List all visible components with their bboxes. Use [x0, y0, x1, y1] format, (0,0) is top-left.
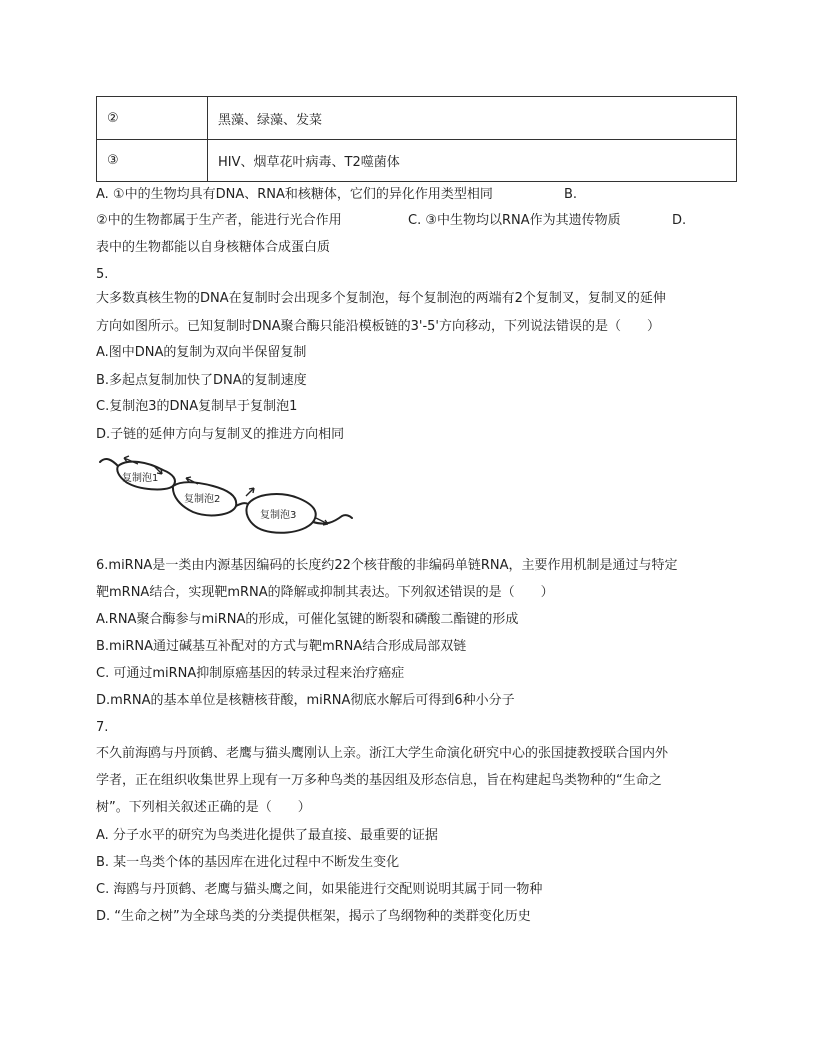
q6-stem-line2: 靶mRNA结合，实现靶mRNA的降解或抑制其表达。下列叙述错误的是（ ） — [96, 585, 554, 600]
q6-option-d: D.mRNA的基本单位是核糖核苷酸，miRNA彻底水解后可得到6种小分子 — [96, 693, 515, 708]
q7-number: 7. — [96, 720, 109, 735]
q7-stem-line1: 不久前海鸥与丹顶鹤、老鹰与猫头鹰刚认上亲。浙江大学生命演化研究中心的张国捷教授联合国内外 — [96, 746, 669, 761]
q4-option-d-text: 表中的生物都能以自身核糖体合成蛋白质 — [96, 240, 331, 255]
q7-option-b: B. 某一鸟类个体的基因库在进化过程中不断发生变化 — [96, 855, 400, 870]
q5-option-d: D.子链的延伸方向与复制叉的推进方向相同 — [96, 427, 345, 442]
q5-number: 5. — [96, 267, 109, 282]
table-cell-content: 黑藻、绿藻、发菜 — [208, 97, 737, 140]
q6-option-b: B.miRNA通过碱基互补配对的方式与靶mRNA结合形成局部双链 — [96, 639, 467, 654]
bubble-2-label: 复制泡2 — [184, 494, 221, 505]
bubble-3-label: 复制泡3 — [260, 510, 297, 521]
q7-option-c: C. 海鸥与丹顶鹤、老鹰与猫头鹰之间，如果能进行交配则说明其属于同一物种 — [96, 882, 543, 897]
dna-connector — [236, 503, 248, 506]
q7-option-d: D. “生命之树”为全球鸟类的分类提供框架，揭示了鸟纲物种的类群变化历史 — [96, 909, 531, 924]
q4-option-b-text: ②中的生物都属于生产者，能进行光合作用 — [96, 213, 342, 228]
dna-strand-left — [100, 459, 118, 466]
table-cell-num: ② — [97, 97, 208, 140]
q4-option-b-label: B. — [564, 187, 578, 202]
q7-stem-line2: 学者，正在组织收集世界上现有一万多种鸟类的基因组及形态信息，旨在构建起鸟类物种的“生命之 — [96, 773, 662, 788]
q5-stem-line1: 大多数真核生物的DNA在复制时会出现多个复制泡，每个复制泡的两端有2个复制叉，复制叉的延伸 — [96, 291, 666, 306]
q7-stem-line3: 树”。下列相关叙述正确的是（ ） — [96, 800, 311, 815]
replication-bubble-diagram — [98, 452, 358, 542]
organism-table — [96, 96, 737, 182]
q5-option-c: C.复制泡3的DNA复制早于复制泡1 — [96, 399, 298, 414]
fork-arrow-4 — [246, 488, 254, 496]
q5-option-b: B.多起点复制加快了DNA的复制速度 — [96, 373, 307, 388]
q5-stem-line2: 方向如图所示。已知复制时DNA聚合酶只能沿模板链的3'-5'方向移动，下列说法错误的是（ ） — [96, 319, 661, 334]
bubble-1-label: 复制泡1 — [122, 473, 159, 484]
q6-option-c: C. 可通过miRNA抑制原癌基因的转录过程来治疗癌症 — [96, 666, 405, 681]
q7-option-a: A. 分子水平的研究为鸟类进化提供了最直接、最重要的证据 — [96, 828, 438, 843]
q4-option-a: A. ①中的生物均具有DNA、RNA和核糖体，它们的异化作用类型相同 — [96, 187, 493, 202]
q4-option-c: C. ③中生物均以RNA作为其遗传物质 — [408, 213, 621, 228]
table-row — [97, 97, 737, 140]
q4-option-d-label: D. — [672, 213, 687, 228]
table-cell-num: ③ — [97, 140, 208, 182]
table-cell-content: HIV、烟草花叶病毒、T2噬菌体 — [208, 140, 737, 182]
q5-option-a: A.图中DNA的复制为双向半保留复制 — [96, 345, 307, 360]
table-row — [97, 140, 737, 182]
q6-stem-line1: 6.miRNA是一类由内源基因编码的长度约22个核苷酸的非编码单链RNA，主要作用机制是通过与特定 — [96, 558, 678, 573]
q6-option-a: A.RNA聚合酶参与miRNA的形成，可催化氢键的断裂和磷酸二酯键的形成 — [96, 612, 519, 627]
